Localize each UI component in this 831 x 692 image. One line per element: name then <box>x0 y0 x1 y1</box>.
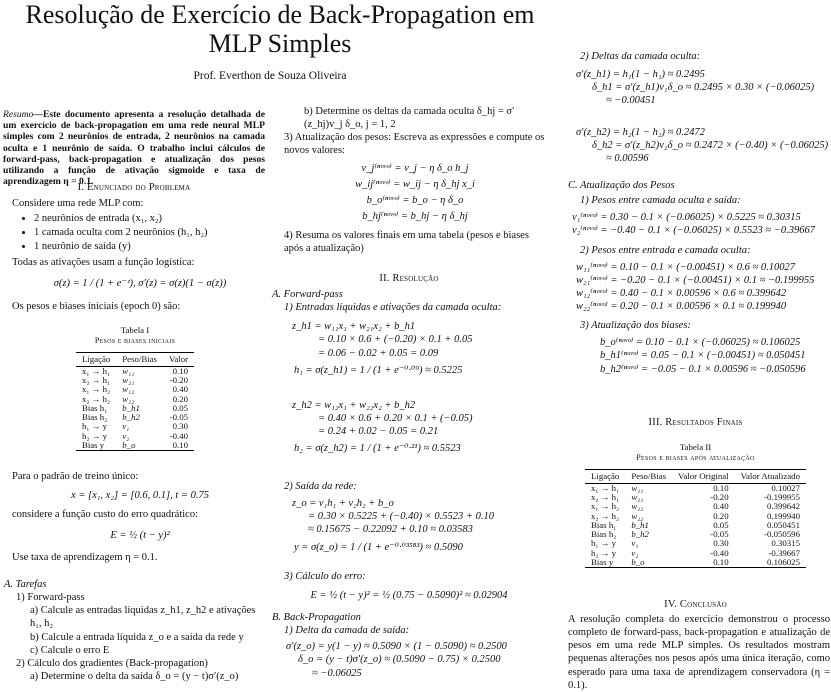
intro-text: Considere uma rede MLP com: <box>12 198 144 209</box>
error-calc <box>272 570 546 605</box>
table-cell: -0.20 <box>169 375 189 386</box>
table-cell: 0.10 <box>713 482 729 493</box>
table-cell: h₂ → y <box>591 547 617 558</box>
table-header: Ligação <box>585 469 625 483</box>
network-spec-list <box>12 212 268 253</box>
output-heading: 2) Saída da rede: <box>284 481 357 492</box>
table-1 <box>5 325 265 451</box>
zh1-eq: = 0.06 − 0.02 + 0.05 = 0.09 <box>318 347 439 359</box>
w22-update: w₂₂⁽ⁿᵒᵛᵒ⁾ = 0.20 − 0.1 × 0.00596 × 0.1 ≈ 0.199940 <box>576 301 787 312</box>
table-cell: 0.10 <box>172 365 189 376</box>
table-header: Peso/Bias <box>116 352 163 366</box>
table-cell: x₂ → h₂ <box>591 510 620 521</box>
zh2-eq: = 0.40 × 0.6 + 0.20 × 0.1 + (−0.05) <box>318 412 473 424</box>
table-2-caption: Tabela II <box>679 442 712 452</box>
table-1-caption: Tabela I <box>120 325 150 335</box>
list-item: • 1 neurônio de saída (y) <box>34 240 268 253</box>
task-2: 2) Cálculo dos gradientes (Back-propagation) <box>16 657 208 669</box>
table-cell: x₂ → h₂ <box>81 393 111 404</box>
table-row <box>76 441 194 451</box>
task-1b: b) Calcule a entrada líquida z_o e a saída da rede y <box>30 631 244 643</box>
abstract-label: Resumo <box>3 109 34 120</box>
bh2-update: b_h2⁽ⁿᵒᵛᵒ⁾ = −0.05 − 0.1 × 0.00596 ≈ −0.050596 <box>600 363 806 375</box>
table-cell: -0.05 <box>169 412 189 423</box>
table-row <box>585 558 806 568</box>
table-cell: x₂ → h₁ <box>81 375 111 386</box>
table-cell: w₁₂ <box>631 501 644 512</box>
table-cell: b_h1 <box>122 402 140 413</box>
task-1c: c) Calcule o erro E <box>30 644 110 656</box>
update-eq-bo: b_o⁽ⁿᵒᵛᵒ⁾ = b_o − η δ_o <box>366 194 464 206</box>
error-equation: E = ½ (t − y)² = ½ (0.75 − 0.5090)² ≈ 0.02904 <box>310 590 508 602</box>
section-heading-1: I. Enunciado do Problema <box>77 182 191 193</box>
weights-intro: Os pesos e biases iniciais (epoch 0) são: <box>12 300 181 312</box>
table-header: Valor Original <box>672 469 735 483</box>
table-cell: b_h1 <box>631 519 649 530</box>
table-cell: -0.39667 <box>768 547 800 558</box>
zh1-eq: z_h1 = w₁₁x₁ + w₂₁x₂ + b_h1 <box>292 321 416 333</box>
dh1-eq: ≈ −0.00451 <box>606 95 656 107</box>
weight-updates <box>560 179 831 376</box>
table-cell: 0.106025 <box>735 558 806 568</box>
error-heading: 3) Cálculo do erro: <box>284 571 366 582</box>
zh1-eq: = 0.10 × 0.6 + (−0.20) × 0.1 + 0.05 <box>318 334 473 346</box>
pattern-section <box>12 470 268 564</box>
table-cell: w₂₂ <box>122 393 135 404</box>
zo-eq: = 0.30 × 0.5225 + (−0.40) × 0.5523 + 0.10 <box>308 511 495 523</box>
updated-weights-table <box>585 469 806 568</box>
bo-update: b_o⁽ⁿᵒᵛᵒ⁾ = 0.10 − 0.1 × (−0.06025) ≈ 0.106025 <box>600 337 801 349</box>
abstract-text: —Este documento apresenta a resolução detalhada de um exercício de back-propagation em uma rede neural MLP simples com 2 neurônios de entrada, 2 neurônios na camada oculta e 1 neurônio de saída. O trabalho inclui cálculos de forward-pass, back-propagation e atualização dos pesos utilizando a função de ativação sigmoide e taxa de aprendizagem η = 0.1. <box>3 109 265 188</box>
table-cell: b_h2 <box>122 412 140 423</box>
table-cell: w₂₂ <box>631 510 644 521</box>
paper-title: Resolução de Exercício de Back-Propagation em MLP Simples <box>25 0 535 59</box>
table-2-title: Pesos e biases após atualização <box>636 452 755 462</box>
table-cell: Bias h₂ <box>591 529 617 540</box>
pattern-equation: x = [x₁, x₂] = [0.6, 0.1], t = 0.75 <box>71 490 209 502</box>
table-cell: -0.199955 <box>764 492 800 503</box>
table-cell: 0.40 <box>713 501 729 512</box>
table-cell: 0.199940 <box>766 510 800 521</box>
table-cell: 0.399642 <box>766 501 800 512</box>
w12-update: w₁₂⁽ⁿᵒᵛᵒ⁾ = 0.40 − 0.1 × 0.00596 × 0.6 ≈ 0.399642 <box>576 287 787 299</box>
table-cell: Bias h₂ <box>81 412 108 423</box>
v1-update: v₁⁽ⁿᵒᵛᵒ⁾ = 0.30 − 0.1 × (−0.06025) × 0.5225 ≈ 0.30315 <box>572 212 801 224</box>
input-hidden-heading: 2) Pesos entre entrada e camada oculta: <box>580 244 751 256</box>
learning-rate-text: Use taxa de aprendizagem η = 0.1. <box>12 551 158 563</box>
abstract <box>3 109 265 188</box>
v2-update: v₂⁽ⁿᵒᵛᵒ⁾ = −0.40 − 0.1 × (−0.06025) × 0.5523 ≈ −0.39667 <box>572 225 815 237</box>
weight-updates-heading: C. Atualização dos Pesos <box>568 180 675 191</box>
task-3: 3) Atualização dos pesos: Escreva as expressões e compute os novos valores: <box>284 132 545 157</box>
table-cell: -0.40 <box>710 547 729 558</box>
table-cell: h₂ → y <box>81 430 108 441</box>
hidden-deltas <box>560 50 831 165</box>
table-cell: -0.050596 <box>764 529 800 540</box>
table-cell: x₁ → h₁ <box>591 482 620 493</box>
list-item: • 2 neurônios de entrada (x₁, x₂) <box>34 212 268 225</box>
task-2b: b) Determine os deltas da camada oculta δ_hj = σ′(z_hj)v_j δ_o, j = 1, 2 <box>304 106 515 131</box>
table-cell: w₁₁ <box>122 365 135 376</box>
activation-intro: Todas as ativações usam a função logística: <box>12 256 195 268</box>
conclusion-text: A resolução completa do exercício demonstrou o processo completo de forward-pass, back-propagation e atualização de pesos em uma rede MLP simples. Os resultados mostram pequenas alterações nos pesos após uma única iteração, como esperado para uma taxa de aprendizagem conservadora (η = 0.1). <box>568 614 830 691</box>
tasks-heading: A. Tarefas <box>4 579 47 590</box>
list-item: • 1 camada oculta com 2 neurônios (h₁, h₂) <box>34 226 268 239</box>
hidden-layer-heading: 1) Entradas líquidas e ativações da camada oculta: <box>284 302 502 314</box>
tasks-continued <box>284 105 546 255</box>
h2-eq: h₂ = σ(z_h2) = 1 / (1 + e⁻⁰·²¹) ≈ 0.5523 <box>294 443 461 455</box>
table-cell: Bias h₁ <box>591 519 617 530</box>
table-header: Peso/Bias <box>625 469 672 483</box>
h1-eq: h₁ = σ(z_h1) = 1 / (1 + e⁻⁰·⁰⁹) ≈ 0.5225 <box>294 364 463 376</box>
bias-update-heading: 3) Atualização dos biases: <box>580 320 691 332</box>
table-cell: 0.20 <box>172 393 189 404</box>
table-cell: v₁ <box>631 538 639 549</box>
output-delta-heading: 1) Delta da camada de saída: <box>284 625 410 637</box>
task-1a: a) Calcule as entradas líquidas z_h1, z_h2 e ativações h₁, h₂ <box>30 605 256 630</box>
table-cell: x₁ → h₂ <box>591 501 620 512</box>
task-2a: a) Determine o delta da saída δ_o = (y − t)σ′(z_o) <box>30 670 239 682</box>
table-cell: 0.05 <box>713 519 729 530</box>
dh1-eq: σ′(z_h1) = h₁(1 − h₁) ≈ 0.2495 <box>576 69 705 81</box>
dh2-eq: ≈ 0.00596 <box>606 152 649 164</box>
forward-pass <box>272 288 546 455</box>
table-cell: b_o <box>116 441 163 451</box>
section-heading-2: II. Resolução <box>379 273 439 284</box>
dh2-eq: σ′(z_h2) = h₂(1 − h₂) ≈ 0.2472 <box>576 126 705 138</box>
output-delta-eq: σ′(z_o) = y(1 − y) ≈ 0.5090 × (1 − 0.5090) ≈ 0.2500 <box>286 641 507 653</box>
cost-intro: considere a função custo do erro quadrático: <box>12 509 199 521</box>
update-eq-bh: b_hj⁽ⁿᵒᵛᵒ⁾ = b_hj − η δ_hj <box>362 210 468 222</box>
table-cell: v₂ <box>122 430 130 441</box>
table-cell: 0.050451 <box>766 519 800 530</box>
activation-equation: σ(z) = 1 / (1 + e⁻ᶻ), σ′(z) = σ(z)(1 − σ(z)) <box>53 277 227 289</box>
table-cell: 0.05 <box>172 402 189 413</box>
table-cell: 0.10 <box>672 558 735 568</box>
section-heading-4: IV. Conclusão <box>664 599 727 610</box>
table-cell: 0.30315 <box>771 538 800 549</box>
tasks <box>4 578 268 683</box>
network-output <box>272 480 546 554</box>
table-cell: Bias h₁ <box>81 402 108 413</box>
section-heading-3: III. Resultados Finais <box>648 417 743 428</box>
table-header: Valor <box>163 352 194 366</box>
weights-table <box>76 352 194 451</box>
w11-update: w₁₁⁽ⁿᵒᵛᵒ⁾ = 0.10 − 0.1 × (−0.00451) × 0.6 ≈ 0.10027 <box>576 261 796 273</box>
dh1-eq: δ_h1 = σ′(z_h1)v₁δ_o ≈ 0.2495 × 0.30 × (−0.06025) <box>592 82 815 94</box>
problem-statement <box>12 197 268 313</box>
table-cell: 0.10027 <box>771 482 800 493</box>
zo-eq: ≈ 0.15675 − 0.22092 + 0.10 ≈ 0.03583 <box>308 524 473 536</box>
table-cell: v₁ <box>122 421 130 432</box>
forward-pass-heading: A. Forward-pass <box>272 289 343 300</box>
table-2 <box>560 442 831 568</box>
backprop-heading: B. Back-Propagation <box>272 612 361 623</box>
hidden-output-heading: 1) Pesos entre camada oculta e saída: <box>580 195 741 207</box>
table-cell: x₁ → h₂ <box>81 384 111 395</box>
w21-update: w₂₁⁽ⁿᵒᵛᵒ⁾ = −0.20 − 0.1 × (−0.00451) × 0.1 ≈ −0.199955 <box>576 274 815 286</box>
table-cell: -0.40 <box>169 430 189 441</box>
dh2-eq: δ_h2 = σ′(z_h2)v₂δ_o ≈ 0.2472 × (−0.40) × (−0.06025) <box>592 139 829 151</box>
hidden-delta-heading: 2) Deltas da camada oculta: <box>580 51 701 62</box>
table-cell: Bias y <box>76 441 116 451</box>
author-line: Prof. Everthon de Souza Oliveira <box>193 70 347 82</box>
table-cell: b_o <box>625 558 672 568</box>
zh2-eq: = 0.24 + 0.02 − 0.05 = 0.21 <box>318 426 439 437</box>
table-cell: w₁₁ <box>631 482 644 493</box>
table-cell: 0.30 <box>713 538 729 549</box>
cost-equation: E = ½ (t − y)² <box>110 530 170 542</box>
table-cell: 0.40 <box>172 384 189 395</box>
table-cell: x₂ → h₁ <box>591 492 620 503</box>
table-cell: 0.10 <box>163 441 194 451</box>
table-cell: h₁ → y <box>81 421 108 432</box>
table-header: Valor Atualizado <box>735 469 806 483</box>
table-header: Ligação <box>76 352 116 366</box>
table-cell: 0.20 <box>713 510 729 521</box>
table-1-title: Pesos e biases iniciais <box>94 335 176 345</box>
zh2-eq: z_h2 = w₁₂x₁ + w₂₂x₂ + b_h2 <box>292 399 416 411</box>
update-eq-w: w_ij⁽ⁿᵒᵛᵒ⁾ = w_ij − η δ_hj x_i <box>355 178 475 190</box>
update-eq-v: v_j⁽ⁿᵒᵛᵒ⁾ = v_j − η δ_o h_j <box>361 162 469 174</box>
table-cell: h₁ → y <box>591 538 617 549</box>
zo-eq: z_o = v₁h₁ + v₂h₂ + b_o <box>292 498 394 510</box>
table-cell: 0.30 <box>172 421 189 432</box>
pattern-intro: Para o padrão de treino único: <box>12 471 139 482</box>
output-delta-eq: ≈ −0.06025 <box>312 667 362 679</box>
task-1: 1) Forward-pass <box>16 592 85 604</box>
bh1-update: b_h1⁽ⁿᵒᵛᵒ⁾ = 0.05 − 0.1 × (−0.00451) ≈ 0.050451 <box>600 350 806 362</box>
table-cell: -0.05 <box>710 529 729 540</box>
table-cell: w₂₁ <box>631 492 644 503</box>
table-cell: -0.20 <box>710 492 729 503</box>
table-cell: b_h2 <box>631 529 649 540</box>
y-eq: y = σ(z_o) = 1 / (1 + e⁻⁰·⁰³⁵⁸³) ≈ 0.5090 <box>294 541 463 553</box>
table-cell: w₂₁ <box>122 375 135 386</box>
table-cell: x₁ → h₁ <box>81 365 111 376</box>
output-delta-eq: δ_o = (y − t)σ′(z_o) ≈ (0.5090 − 0.75) × 0.2500 <box>298 654 501 666</box>
table-cell: Bias y <box>585 558 625 568</box>
table-cell: v₂ <box>631 547 639 558</box>
task-4: 4) Resuma os valores finais em uma tabela (pesos e biases após a atualização) <box>284 230 529 255</box>
backprop <box>272 611 546 680</box>
table-cell: w₁₂ <box>122 384 135 395</box>
